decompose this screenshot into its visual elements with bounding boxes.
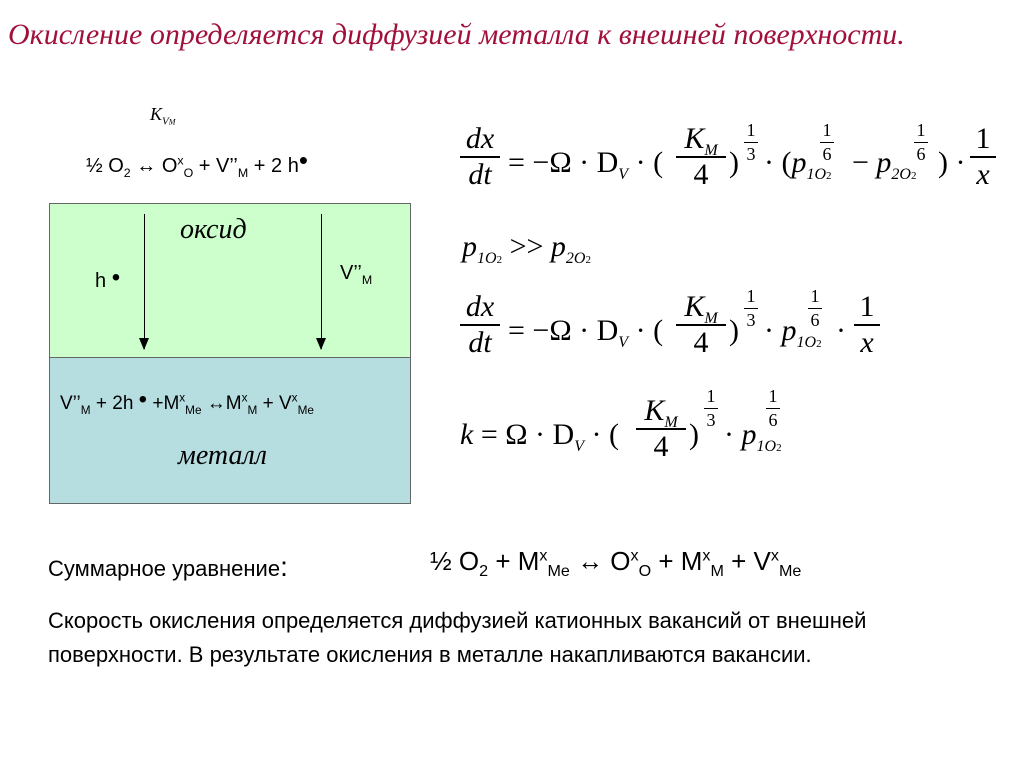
eq2-cdot1: · (764, 314, 774, 347)
eq1-close: ) (729, 146, 739, 179)
eq1-p1-sub: 1O (806, 166, 827, 183)
eq1-dx: dx (465, 122, 495, 155)
eq1-rhs-a (508, 146, 664, 183)
slide-title: Окисление определяется диффузией металла к внешней поверхности. (8, 18, 905, 51)
o2-sub: 2 (123, 166, 131, 180)
sum-mm-sup: x (702, 546, 711, 565)
plus-h: + 2 h (248, 155, 299, 177)
sum-v-sub: Me (778, 562, 802, 581)
eq1-kfrac (676, 122, 726, 192)
eq1-rhs-c (852, 146, 917, 183)
mr-v2: + V (257, 393, 292, 414)
eq1-exp13 (744, 120, 758, 165)
sum-o: ↔ O (569, 546, 631, 576)
oxide-label: оксид (180, 214, 247, 245)
eq2-k-sub: M (704, 310, 718, 327)
summary-label (48, 551, 288, 583)
eq2-e1bar (744, 308, 758, 309)
k-sub: V (162, 115, 169, 128)
pressure-inequality (462, 230, 591, 267)
eq2-kfrac (676, 290, 726, 360)
sum-m-sup: x (539, 546, 548, 565)
eq1-cdot: · (955, 146, 966, 179)
mr-m2-sup: x (241, 391, 248, 405)
eq1-p2-sub2: 2 (910, 170, 917, 182)
eq2-one: 1 (859, 290, 875, 323)
eq1-exp16b (914, 120, 928, 165)
ineq-p2: p (550, 230, 566, 263)
eq2-exp13 (744, 286, 758, 331)
sum-v-sup: x (770, 546, 779, 565)
eq3-close: ) (689, 418, 699, 451)
eq2-f1bar (808, 308, 822, 309)
k-subsub: M (168, 117, 176, 127)
eq1-x: x (976, 157, 990, 191)
hole-h: h (95, 270, 107, 292)
ineq-p1-sub: 1O (477, 250, 497, 267)
eq1-p2: p (876, 146, 892, 179)
eq1-e1bar (744, 142, 758, 143)
eq3-p-sub2: 2 (776, 442, 782, 454)
eq1-dxdt (460, 122, 500, 192)
mr-m1-sub: Me (185, 403, 202, 417)
sum-mm: + M (651, 546, 703, 576)
eq1-k-sub: M (704, 142, 718, 159)
mr-m1: +M (147, 393, 180, 414)
eq2-p1-sub2: 2 (816, 338, 822, 350)
eq2-rhs-a (508, 314, 664, 351)
eq1-p1-sub2: 2 (826, 170, 832, 182)
summary-text: Суммарное уравнение (48, 556, 281, 581)
eq1-p2-sub: 2O (891, 166, 911, 183)
eq1-four: 4 (693, 157, 709, 191)
ineq-gg: >> (509, 230, 544, 263)
eq2-dxdt (460, 290, 500, 360)
eq3-kfrac (636, 394, 686, 464)
metal-layer (49, 357, 411, 504)
eq3-lhs (460, 418, 619, 455)
mr-m1-sup: x (179, 391, 186, 405)
eq1-p1: p (791, 146, 807, 179)
ineq-p1: p (462, 230, 477, 263)
hole-diffusion-arrow (144, 214, 145, 349)
eq1-exp16a (820, 120, 834, 165)
eq3-omega: = Ω · D (480, 418, 575, 451)
sum-o-sup: x (630, 546, 639, 565)
eq3-four: 4 (653, 429, 669, 463)
sum-m: + M (488, 546, 540, 576)
eq3-paren: · ( (591, 418, 619, 451)
eq1-omega: = −Ω · D (508, 146, 619, 179)
sum-m-sub: Me (547, 562, 570, 581)
eq3-f1bar (766, 408, 780, 409)
eq2-four: 4 (693, 325, 709, 359)
eq3-kk: K (644, 394, 665, 427)
summary-colon: : (280, 551, 288, 582)
eq1-g1bar (914, 142, 928, 143)
eq1-close2: ) (938, 146, 948, 179)
eq3-f6: 6 (768, 410, 778, 430)
vacancy-diffusion-arrow (321, 214, 322, 349)
eq2-p1-sub: 1O (796, 334, 817, 351)
vm-sub: M (237, 166, 249, 180)
eq1-f6: 6 (822, 144, 832, 164)
eq1-one: 1 (975, 122, 991, 155)
ox-sup: x (177, 153, 184, 168)
mr-m2: ↔M (201, 393, 242, 414)
top-reaction (86, 145, 308, 180)
eq2-k: K (684, 290, 705, 323)
eq2-close: ) (729, 314, 739, 347)
sum-o-sub: O (638, 562, 652, 581)
eq1-g6: 6 (916, 144, 926, 164)
ineq-p2-sub: 2O (565, 250, 586, 267)
metal-reaction (60, 388, 314, 416)
summary-equation (430, 546, 802, 581)
mr-v2-sub: Me (297, 403, 314, 417)
eq2-cdot2: · (836, 314, 846, 347)
eq3-d-sub: V (574, 438, 584, 455)
eq2-dt: dt (468, 325, 492, 359)
eq3-f1: 1 (768, 386, 778, 406)
mr-2h: + 2h (90, 393, 139, 414)
sum-o2-sub: 2 (479, 562, 489, 581)
mr-m2-sub: M (247, 403, 258, 417)
mr-dot: • (138, 386, 148, 413)
hole-label (95, 266, 120, 294)
oxide-layer (49, 203, 411, 358)
eq1-f1: 1 (822, 120, 832, 140)
eq2-f6: 6 (810, 310, 820, 330)
eq1-invx (970, 122, 996, 192)
eq1-e1: 1 (746, 120, 756, 140)
eq3-exp16 (766, 386, 780, 431)
eq3-exp13 (704, 386, 718, 431)
eq3-p-sub: 1O (756, 438, 777, 455)
hole-dot: • (111, 264, 121, 291)
arrow-o: ↔ O (130, 155, 178, 177)
eq2-x: x (860, 325, 874, 359)
eq2-f1: 1 (810, 286, 820, 306)
ineq-p2-sub2: 2 (585, 254, 591, 266)
eq3-e3: 3 (706, 410, 716, 430)
eq2-e1: 1 (746, 286, 756, 306)
ineq-p1-sub2: 2 (496, 254, 503, 266)
mr-v-sub: M (80, 403, 91, 417)
eq1-f1bar (820, 142, 834, 143)
eq2-invx (854, 290, 880, 360)
eq1-paren2: · ( (764, 146, 792, 179)
eq2-paren: · ( (635, 314, 664, 347)
eq1-minus: − (852, 146, 869, 179)
vacancy-sub: M (361, 273, 373, 287)
eq1-g1: 1 (916, 120, 926, 140)
eq1-rhs-d (938, 146, 966, 180)
vacancy-label (340, 262, 372, 285)
sum-v: + V (723, 546, 771, 576)
mr-v2-sup: x (291, 391, 298, 405)
eq2-p1: p (781, 314, 797, 347)
eq1-d-sub: V (618, 166, 629, 183)
eq1-k: K (684, 122, 705, 155)
plus-v: + V’’ (193, 155, 238, 177)
eq2-omega: = −Ω · D (508, 314, 619, 347)
eq1-dt: dt (468, 157, 492, 191)
sum-half: ½ O (430, 546, 480, 576)
hole-bullet: • (298, 145, 308, 175)
ox-sub: O (183, 166, 194, 180)
eq2-dx: dx (465, 290, 495, 323)
eq2-d-sub: V (618, 334, 629, 351)
eq3-k: k (460, 418, 474, 451)
eq3-k-sub: M (664, 414, 678, 431)
vacancy-v: V’’ (340, 262, 362, 284)
half-o: ½ O (86, 155, 124, 177)
metal-label: металл (178, 440, 267, 471)
eq2-exp16 (808, 286, 822, 331)
mr-v: V’’ (60, 393, 81, 414)
explanation-paragraph: Скорость окисления определяется диффузией катионных вакансий от внешней поверхности. В результате окисления в металле накапливаются вакансии. (48, 608, 867, 667)
eq3-e1bar (704, 408, 718, 409)
sum-mm-sub: M (710, 562, 724, 581)
k-symbol: K (150, 104, 163, 124)
eq1-e3: 3 (746, 144, 756, 164)
eq3-cdot: · (724, 418, 734, 451)
eq3-p: p (741, 418, 757, 451)
eq1-paren: · ( (635, 146, 664, 179)
rate-constant-label (150, 104, 176, 128)
eq2-e3: 3 (746, 310, 756, 330)
eq3-e1: 1 (706, 386, 716, 406)
